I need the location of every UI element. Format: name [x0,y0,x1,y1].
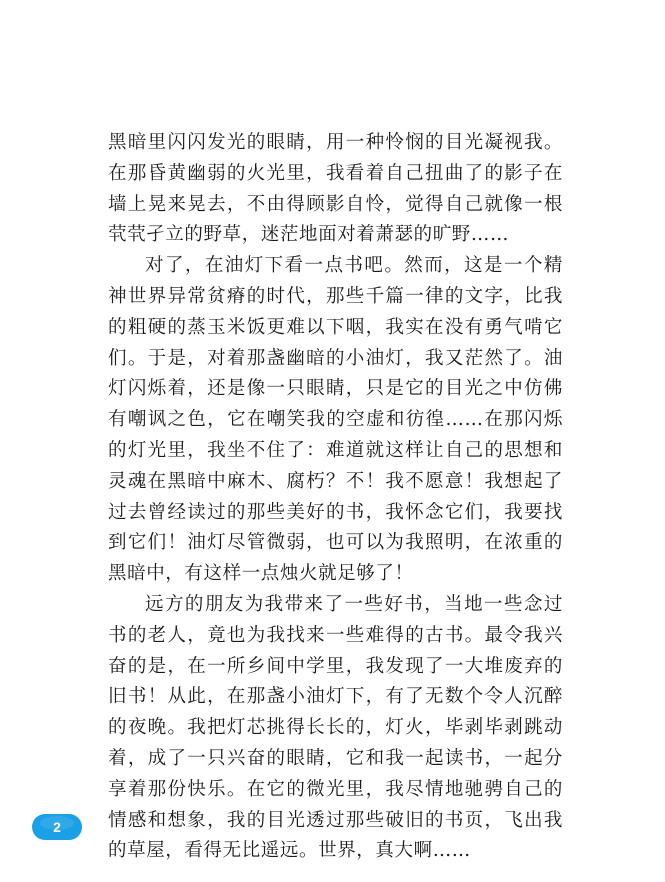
paragraph-1: 黑暗里闪闪发光的眼睛，用一种怜悯的目光凝视我。在那昏黄幽弱的火光里，我看着自己扭曲了的影子在墙上晃来晃去，不由得顾影自怜，觉得自己就像一根茕茕孑立的野草，迷茫地面对着萧瑟的旷野…… [108,132,563,246]
paragraph-2: 对了，在油灯下看一点书吧。然而，这是一个精神世界异常贫瘠的时代，那些千篇一律的文字，比我的粗硬的蒸玉米饭更难以下咽，我实在没有勇气啃它们。于是，对着那盏幽暗的小油灯，我又茫然了。油灯闪烁着，还是像一只眼睛，只是它的目光之中仿佛有嘲讽之色，它在嘲笑我的空虚和彷徨……在那闪烁的灯光里，我坐不住了：难道就这样让自己的思想和灵魂在黑暗中麻木、腐朽？不！我不愿意！我想起了过去曾经读过的那些美好的书，我怀念它们，我要找到它们！油灯尽管微弱，也可以为我照明，在浓重的黑暗中，有这样一点烛火就足够了！ [108,255,563,585]
page-number-badge [32,814,82,840]
page-number: 2 [53,819,61,835]
body-text [108,128,563,867]
paragraph-3: 远方的朋友为我带来了一些好书，当地一些念过书的老人，竟也为我找来一些难得的古书。最令我兴奋的是，在一所乡间中学里，我发现了一大堆废弃的旧书！从此，在那盏小油灯下，有了无数个令人沉醉的夜晚。我把灯芯挑得长长的，灯火，毕剥毕剥跳动着，成了一只兴奋的眼睛，它和我一起读书，一起分享着那份快乐。在它的微光里，我尽情地驰骋自己的情感和想象，我的目光透过那些破旧的书页，飞出我的草屋，看得无比遥远。世界，真大啊…… [108,593,563,862]
